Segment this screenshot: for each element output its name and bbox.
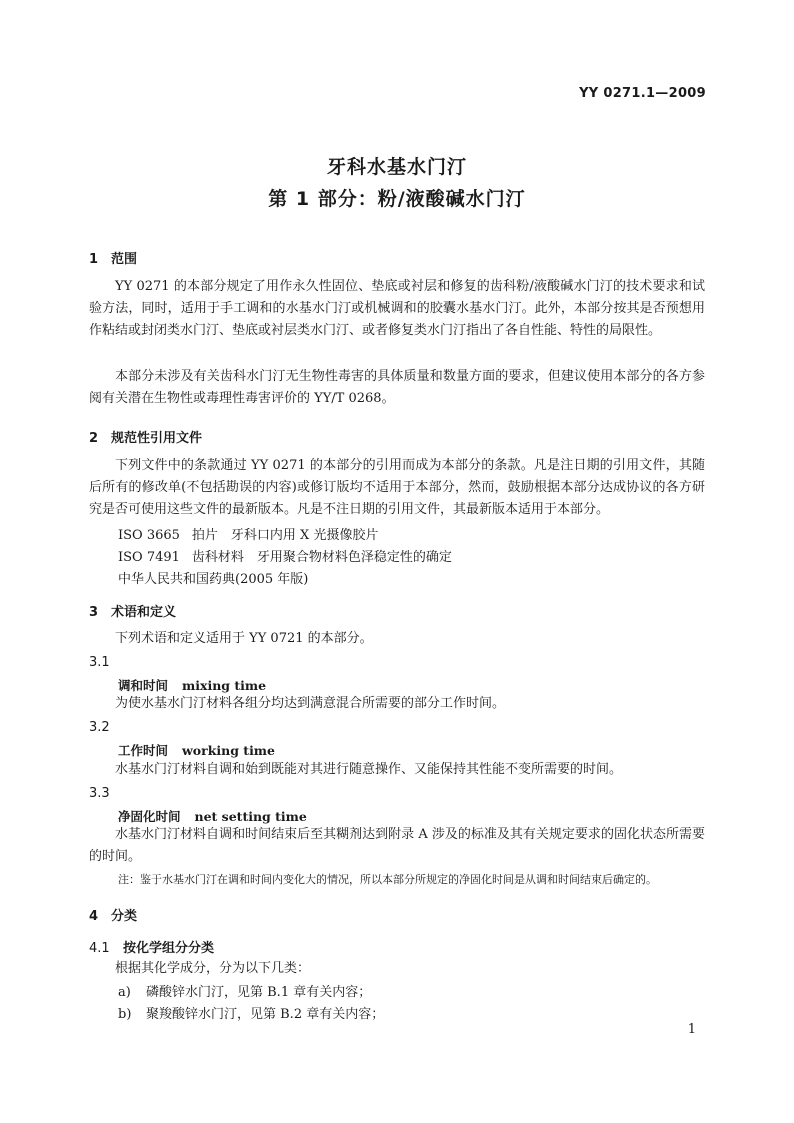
subsection-4-1-intro: 根据其化学成分，分为以下几类： bbox=[115, 961, 311, 976]
list-marker: b) bbox=[118, 1007, 132, 1022]
term-heading bbox=[118, 741, 275, 759]
subsection-title: 按化学组分分类 bbox=[123, 941, 215, 956]
list-item bbox=[118, 1003, 384, 1022]
term-en: working time bbox=[182, 743, 275, 758]
section-number: 3 bbox=[89, 605, 99, 620]
term-heading bbox=[118, 807, 307, 825]
section-title: 分类 bbox=[111, 909, 138, 924]
section-number: 2 bbox=[89, 431, 99, 446]
document-title: 牙科水基水门汀 bbox=[326, 156, 467, 178]
reference-code: ISO 7491 bbox=[118, 550, 180, 565]
reference-item bbox=[118, 524, 378, 543]
term-zh: 净固化时间 bbox=[118, 809, 181, 824]
list-item bbox=[118, 981, 371, 1000]
list-marker: a) bbox=[118, 985, 131, 1000]
list-text: 磷酸锌水门汀，见第 B.1 章有关内容； bbox=[146, 985, 372, 1000]
section-title: 规范性引用文件 bbox=[111, 431, 203, 446]
section-title: 术语和定义 bbox=[111, 605, 177, 620]
reference-title: 齿科材料 牙用聚合物材料色泽稳定性的确定 bbox=[191, 550, 452, 565]
term-number: 3.1 bbox=[89, 655, 110, 670]
document-subtitle: 第 1 部分：粉/液酸碱水门汀 bbox=[268, 188, 526, 210]
section-1-heading bbox=[89, 248, 137, 267]
section-2-paragraph-1: 下列文件中的条款通过 YY 0271 的本部分的引用而成为本部分的条款。凡是注日期的引用文件，其随后所有的修改单(不包括勘误的内容)或修订版均不适用于本部分，然而，鼓励根据本部分达成协议的各方研究是否可使用这些文件的最新版本。凡是不注日期的引用文件，其最新版本适用于本部分。 bbox=[89, 458, 705, 518]
note: 注：鉴于水基水门汀在调和时间内变化大的情况，所以本部分所规定的净固化时间是从调和时间结束后确定的。 bbox=[118, 873, 657, 886]
subsection-number: 4.1 bbox=[89, 941, 110, 956]
section-1-paragraph-2: 本部分未涉及有关齿科水门汀无生物性毒害的具体质量和数量方面的要求，但建议使用本部分的各方参阅有关潜在生物性或毒理性毒害评价的 YY/T 0268。 bbox=[89, 369, 705, 407]
reference-title: 中华人民共和国药典(2005 年版) bbox=[118, 572, 309, 587]
term-heading bbox=[118, 676, 266, 694]
term-zh: 工作时间 bbox=[118, 743, 169, 758]
term-number: 3.3 bbox=[89, 786, 110, 801]
reference-item bbox=[118, 568, 308, 587]
section-3-heading bbox=[89, 601, 176, 620]
term-definition: 为使水基水门汀材料各组分均达到满意混合所需要的部分工作时间。 bbox=[115, 696, 506, 711]
term-definition: 水基水门汀材料自调和时间结束后至其糊剂达到附录 A 涉及的标准及其有关规定要求的固化状态所需要的时间。 bbox=[89, 827, 705, 865]
section-4-heading bbox=[89, 905, 137, 924]
standard-number: YY 0271.1—2009 bbox=[579, 86, 706, 101]
section-2-heading bbox=[89, 427, 202, 446]
reference-title: 拍片 牙科口内用 X 光摄像胶片 bbox=[191, 528, 379, 543]
term-definition: 水基水门汀材料自调和始到既能对其进行随意操作、又能保持其性能不变所需要的时间。 bbox=[115, 762, 623, 777]
section-1-paragraph-1: YY 0271 的本部分规定了用作永久性固位、垫底或衬层和修复的齿科粉/液酸碱水门汀的技术要求和试验方法，同时，适用于手工调和的水基水门汀或机械调和的胶囊水基水门汀。此外，本部分按其是否预想用作粘结或封闭类水门汀、垫底或衬层类水门汀、或者修复类水门汀指出了各自性能、特性的局限性。 bbox=[89, 279, 705, 339]
term-zh: 调和时间 bbox=[118, 678, 169, 693]
page-number: 1 bbox=[687, 1022, 696, 1037]
reference-item bbox=[118, 546, 452, 565]
term-number: 3.2 bbox=[89, 720, 110, 735]
section-number: 4 bbox=[89, 909, 99, 924]
reference-code: ISO 3665 bbox=[118, 528, 180, 543]
section-title: 范围 bbox=[111, 252, 138, 267]
term-en: mixing time bbox=[182, 678, 267, 693]
section-number: 1 bbox=[89, 252, 99, 267]
term-en: net setting time bbox=[194, 809, 307, 824]
list-text: 聚羧酸锌水门汀，见第 B.2 章有关内容； bbox=[146, 1007, 385, 1022]
subsection-4-1-heading bbox=[89, 937, 214, 956]
section-3-intro: 下列术语和定义适用于 YY 0721 的本部分。 bbox=[115, 631, 373, 646]
